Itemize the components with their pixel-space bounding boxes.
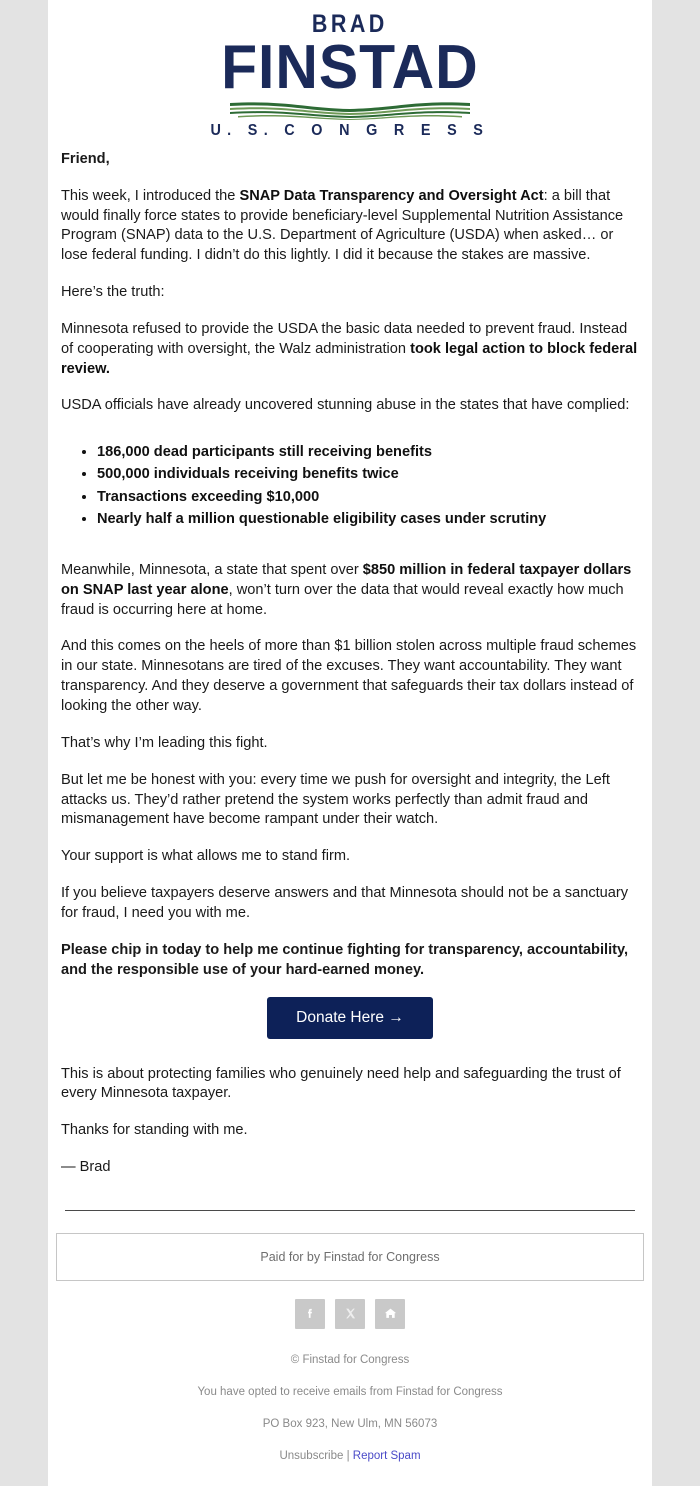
paragraph-sanctuary: If you believe taxpayers deserve answers and that Minnesota should not be a sanctuary for fraud, I need you with me.: [61, 885, 629, 921]
paragraph-honest: But let me be honest with you: every time we push for oversight and integrity, the Left attacks us. They’d rather pretend the system works perfectly than admit fraud and mismanagement have become rampant under their watch.: [61, 771, 610, 828]
copyright-line: © Finstad for Congress: [290, 1353, 410, 1366]
donate-button[interactable]: Donate Here →: [267, 997, 433, 1038]
paragraph-intro-part1: This week, I introduced the: [61, 187, 240, 204]
field-landscape-icon: [230, 99, 470, 121]
paid-for-disclaimer: [56, 1233, 644, 1281]
website-home-icon[interactable]: [375, 1299, 405, 1329]
home-glyph: [383, 1306, 398, 1321]
footer-action-links: [61, 1449, 639, 1464]
list-item: • Transactions exceeding $10,000: [97, 487, 639, 508]
unsubscribe-link[interactable]: Unsubscribe: [279, 1449, 344, 1462]
mailing-address: PO Box 923, New Ulm, MN 56073: [262, 1417, 438, 1430]
paragraph-intro-part2: : a bill that would finally force states to provide beneficiary-level Supplemental Nutrition Assistance Program (SNAP) data to the U.S. Department of Agriculture (USDA) when asked… or lose federal funding. I didn’t do this lightly. I did it because the stakes are massive.: [61, 187, 624, 264]
paragraph-spending-part2: , won’t turn over the data that would reveal exactly how much fraud is occurring here at home.: [61, 581, 624, 618]
legal-action-bold: took legal action to block federal review.: [61, 340, 638, 377]
facebook-glyph: [303, 1307, 317, 1321]
link-separator: |: [343, 1449, 353, 1462]
email-body: [48, 0, 652, 1486]
paragraph-intro: [61, 187, 639, 266]
logo-tagline: U. S. C O N G R E S S: [210, 121, 490, 139]
paid-for-text: Paid for by Finstad for Congress: [260, 1249, 440, 1264]
list-item: • Nearly half a million questionable eligibility cases under scrutiny: [97, 509, 639, 530]
footer-divider: [65, 1210, 635, 1211]
paragraph-spending: [61, 561, 639, 621]
email-header-logo: [48, 0, 652, 150]
footer-legal: [61, 1353, 639, 1486]
paragraph-protecting-families: This is about protecting families who genuinely need help and safeguarding the trust of every Minnesota taxpayer.: [61, 1065, 621, 1102]
salutation: Friend,: [61, 150, 110, 167]
paragraph-spending-part1: Meanwhile, Minnesota, a state that spent over: [61, 561, 363, 578]
facebook-icon[interactable]: [295, 1299, 325, 1329]
letter-container: [48, 150, 652, 1486]
paragraph-minnesota-part1: Minnesota refused to provide the USDA the basic data needed to prevent fraud. Instead of cooperating with oversight, the Walz administration: [61, 320, 628, 357]
paragraph-usda-uncovered: USDA officials have already uncovered stunning abuse in the states that have complied:: [61, 397, 630, 414]
paragraph-support: Your support is what allows me to stand firm.: [61, 848, 351, 865]
paragraph-minnesota-refused: [61, 320, 639, 380]
paragraph-leading-fight: That’s why I’m leading this fight.: [61, 734, 268, 751]
opt-in-line: You have opted to receive emails from Finstad for Congress: [197, 1385, 503, 1398]
list-item: • 186,000 dead participants still receiving benefits: [97, 442, 639, 463]
signature: — Brad: [61, 1159, 111, 1176]
social-links-row: [61, 1299, 639, 1329]
bill-name-bold: SNAP Data Transparency and Oversight Act: [239, 187, 544, 204]
letter-copy: [60, 150, 640, 1486]
list-item: • 500,000 individuals receiving benefits twice: [97, 464, 639, 485]
paragraph-billion-stolen: And this comes on the heels of more than $1 billion stolen across multiple fraud schemes in our state. Minnesotans are tired of the excuses. They want accountability. They want transparency. And they deserve a government that safeguards their tax dollars instead of looking the other way.: [61, 638, 637, 715]
abuse-findings-list: [61, 442, 639, 530]
x-glyph: [344, 1307, 357, 1320]
chip-in-appeal: Please chip in today to help me continue fighting for transparency, accountability, and the responsible use of your hard-earned money.: [61, 941, 629, 978]
donate-button-row: [61, 997, 639, 1038]
spending-amount-bold: $850 million in federal taxpayer dollars on SNAP last year alone: [61, 561, 632, 598]
logo-last-name: FINSTAD: [221, 33, 479, 102]
x-twitter-icon[interactable]: [335, 1299, 365, 1329]
paragraph-truth-lead: Here’s the truth:: [61, 284, 165, 301]
paragraph-thanks: Thanks for standing with me.: [61, 1122, 248, 1139]
report-spam-link[interactable]: Report Spam: [352, 1449, 421, 1462]
logo-lockup: [195, 12, 505, 139]
logo-first-name: BRAD: [312, 10, 388, 38]
